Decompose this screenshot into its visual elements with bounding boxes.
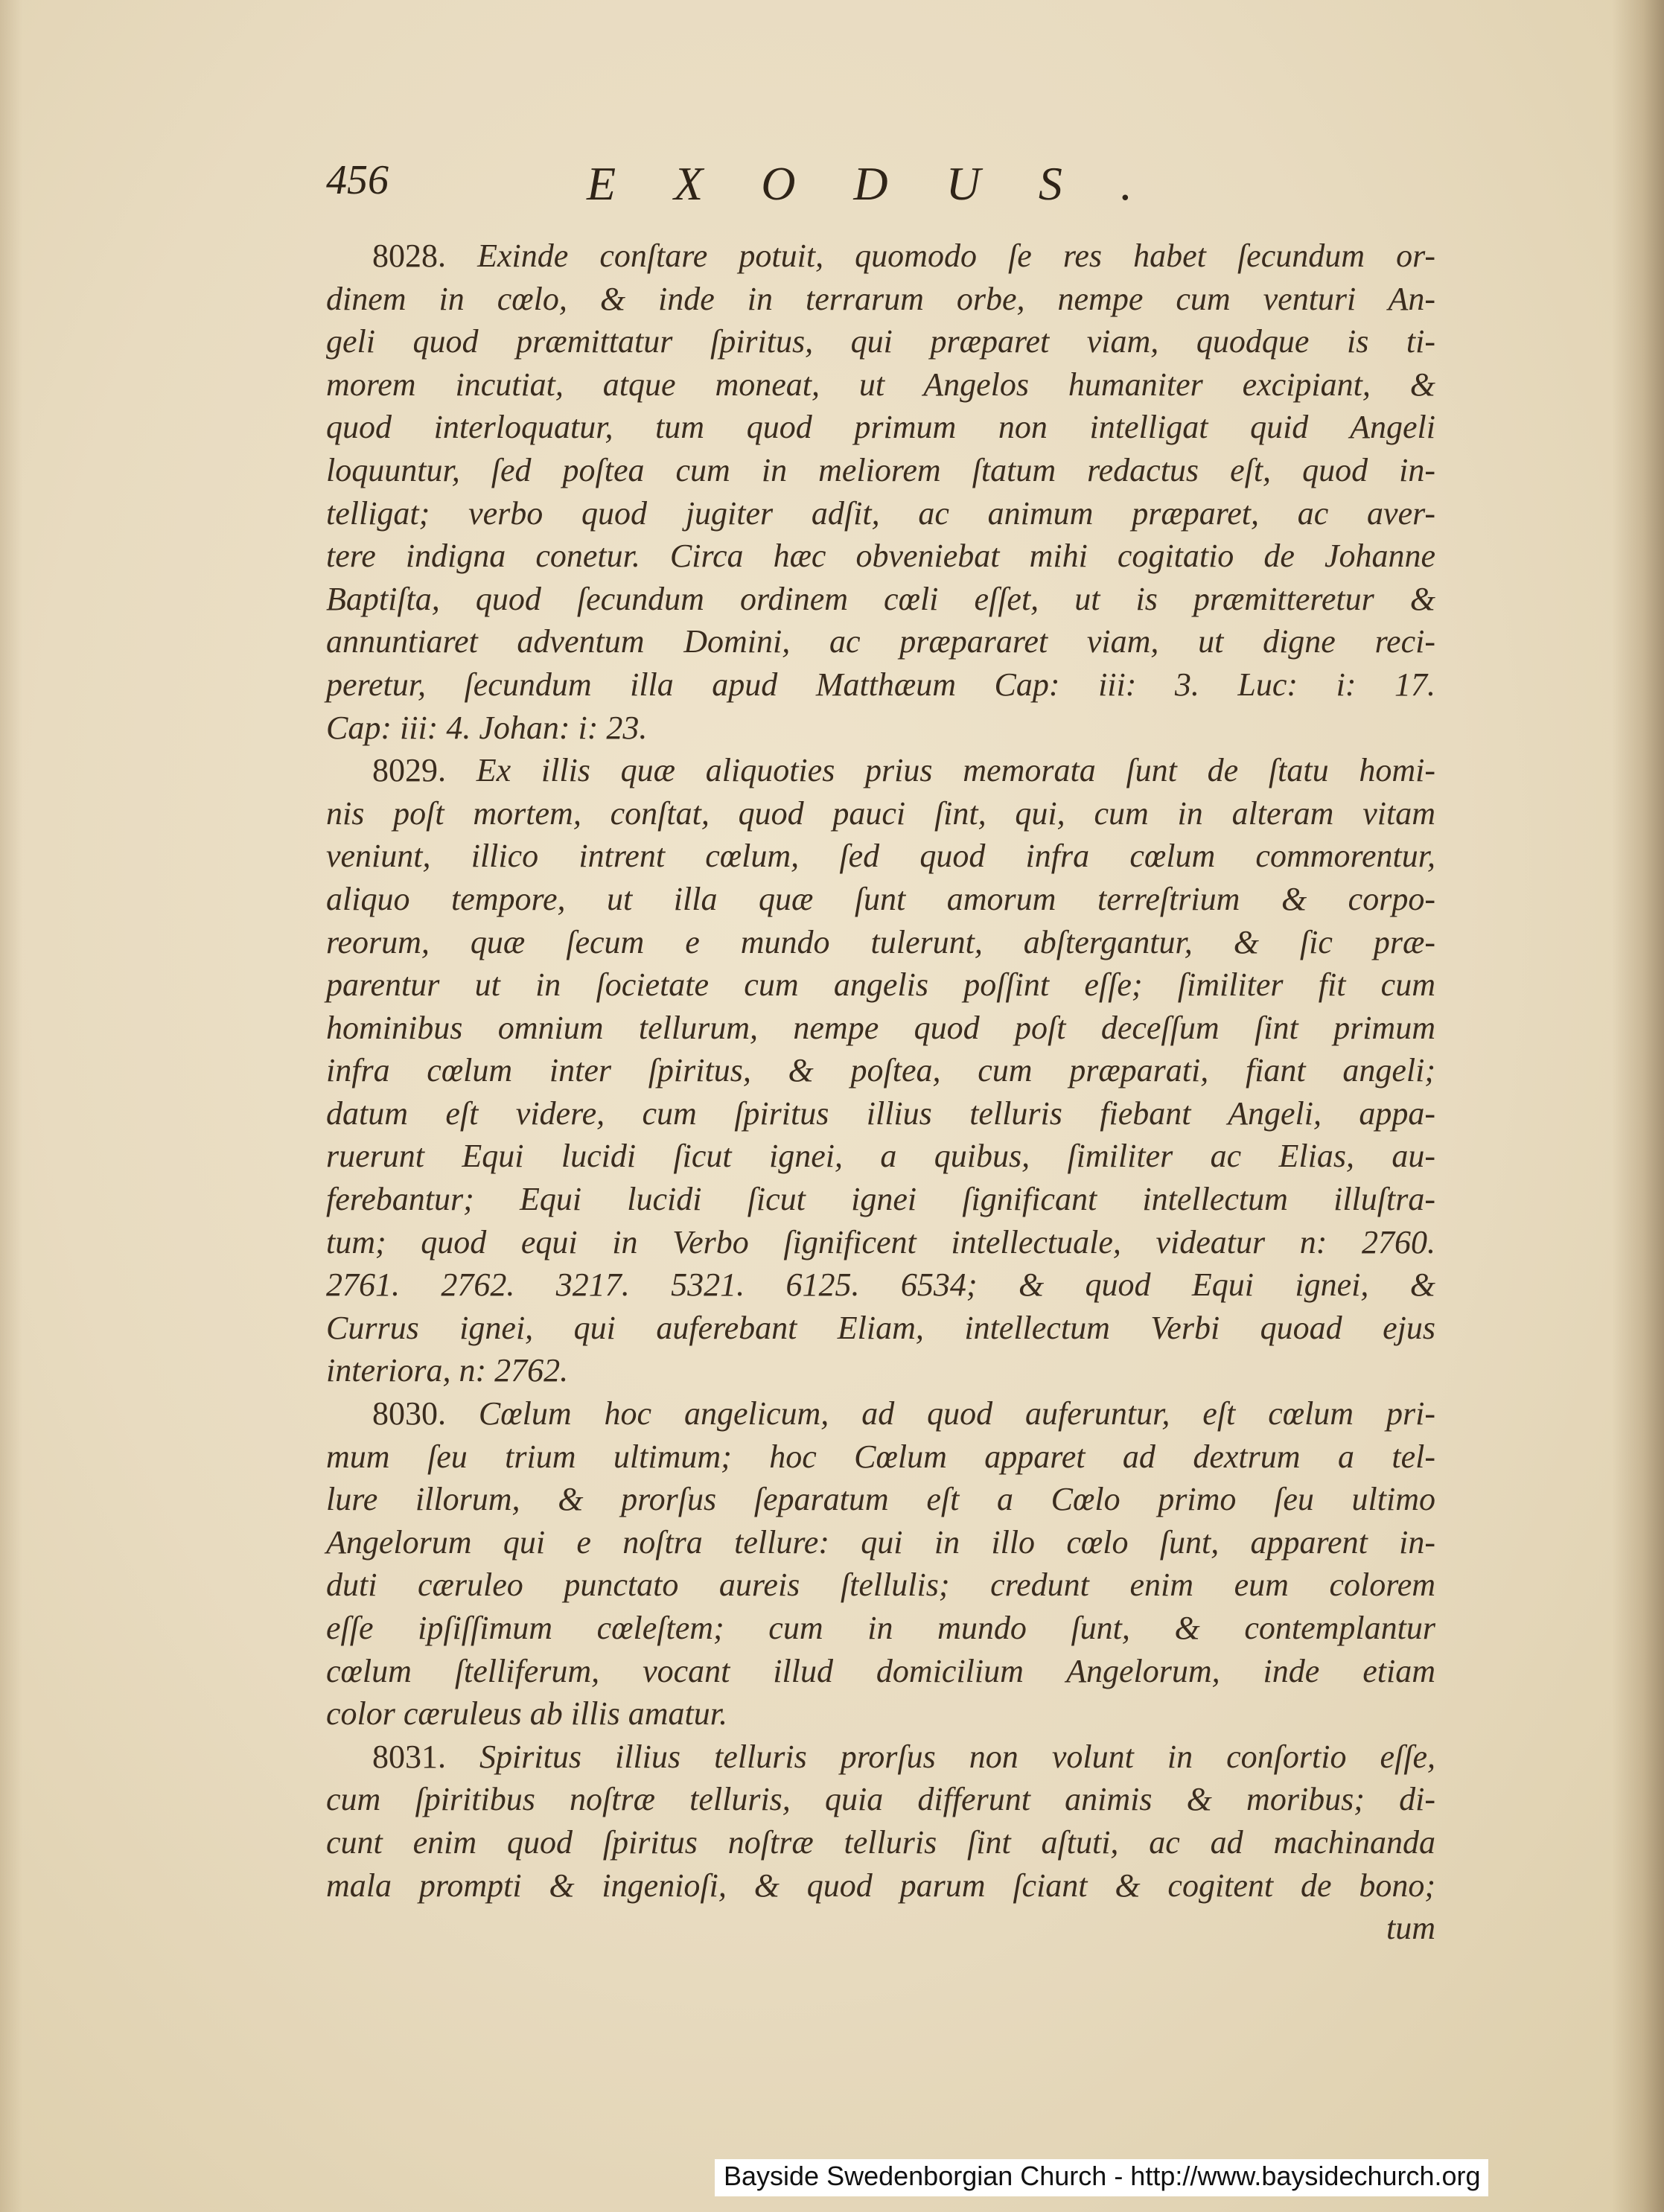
- text-line: [326, 663, 1435, 707]
- line-text: aliquo tempore, ut illa quæ ſunt amorum terreſtrium & corpo-: [326, 880, 1435, 917]
- line-text: infra cœlum inter ſpiritus, & poſtea, cum præparati, fiant angeli;: [326, 1052, 1435, 1089]
- text-line: [326, 1349, 1435, 1392]
- text-line: [326, 449, 1435, 492]
- paragraph-first-line: [326, 1736, 1435, 1779]
- line-text: Cœlum hoc angelicum, ad quod auferuntur, eſt cœlum pri-: [446, 1395, 1435, 1432]
- text-line: [326, 1435, 1435, 1479]
- text-line: [326, 363, 1435, 407]
- text-line: [326, 1650, 1435, 1693]
- text-line: [326, 1135, 1435, 1178]
- line-text: Currus ignei, qui auferebant Eliam, intellectum Verbi quoad ejus: [326, 1309, 1435, 1346]
- line-text: 2761. 2762. 3217. 5321. 6125. 6534; & quod Equi ignei, &: [326, 1266, 1435, 1304]
- text-line: [326, 1478, 1435, 1521]
- line-text: dinem in cœlo, & inde in terrarum orbe, nempe cum venturi An-: [326, 280, 1435, 317]
- text-line: [326, 921, 1435, 964]
- line-text: lure illorum, & prorſus ſeparatum eſt a Cœlo primo ſeu ultimo: [326, 1481, 1435, 1518]
- line-text: cœlum ſtelliferum, vocant illud domicilium Angelorum, inde etiam: [326, 1652, 1435, 1689]
- page-number: 456: [326, 157, 389, 203]
- paragraph-number: 8030.: [372, 1395, 446, 1432]
- text-line: [326, 1092, 1435, 1135]
- line-text: annuntiaret adventum Domini, ac præpararet viam, ut digne reci-: [326, 623, 1435, 660]
- text-line: [326, 707, 1435, 750]
- page-header: [326, 156, 1443, 216]
- line-text: morem incutiat, atque moneat, ut Angelos humaniter excipiant, &: [326, 366, 1435, 403]
- text-line: [326, 1049, 1435, 1092]
- text-line: [326, 320, 1435, 363]
- line-text: hominibus omnium tellurum, nempe quod poſt deceſſum ſint primum: [326, 1009, 1435, 1046]
- line-text: color cæruleus ab illis amatur.: [326, 1695, 728, 1733]
- running-title: EXODUS.: [587, 157, 1190, 210]
- line-text: duti cæruleo punctato aureis ſtellulis; credunt enim eum colorem: [326, 1566, 1435, 1604]
- body-text: [326, 235, 1435, 1950]
- page-gutter-shadow: [0, 0, 22, 2212]
- line-text: Exinde conſtare potuit, quomodo ſe res habet ſecundum or-: [446, 238, 1435, 274]
- line-text: tum: [1386, 1910, 1435, 1947]
- text-line: [326, 406, 1435, 449]
- line-text: Ex illis quæ aliquoties prius memorata ſunt de ſtatu homi-: [446, 752, 1435, 789]
- text-line: [326, 878, 1435, 921]
- line-text: mala prompti & ingenioſi, & quod parum ſciant & cogitent de bono;: [326, 1867, 1435, 1904]
- text-line: [326, 835, 1435, 878]
- line-text: eſſe ipſiſſimum cœleſtem; cum in mundo ſunt, & contemplantur: [326, 1610, 1435, 1646]
- text-line: [326, 792, 1435, 835]
- text-line: [326, 1564, 1435, 1607]
- text-line: [326, 492, 1435, 535]
- text-line: [326, 1521, 1435, 1564]
- text-line: [326, 1307, 1435, 1350]
- line-text: interiora, n: 2762.: [326, 1352, 569, 1389]
- line-text: Angelorum qui e noſtra tellure: qui in illo cœlo ſunt, apparent in-: [326, 1523, 1435, 1561]
- line-text: veniunt, illico intrent cœlum, ſed quod infra cœlum commorentur,: [326, 838, 1435, 875]
- line-text: tum; quod equi in Verbo ſignificent intellectuale, videatur n: 2760.: [326, 1223, 1435, 1260]
- text-line: [326, 578, 1435, 621]
- text-line: [326, 1821, 1435, 1864]
- paragraph-number: 8031.: [372, 1738, 446, 1775]
- line-text: cum ſpiritibus noſtræ telluris, quia differunt animis & moribus; di-: [326, 1781, 1435, 1818]
- line-text: Baptiſta, quod ſecundum ordinem cœli eſſet, ut is præmitteretur &: [326, 580, 1435, 617]
- text-line: [326, 1221, 1435, 1264]
- text-line: [326, 1263, 1435, 1307]
- text-line: [326, 278, 1435, 321]
- line-text: Spiritus illius telluris prorſus non volunt in conſortio eſſe,: [446, 1738, 1435, 1775]
- line-text: peretur, ſecundum illa apud Matthæum Cap: iii: 3. Luc: i: 17.: [326, 666, 1435, 703]
- line-text: Cap: iii: 4. Johan: i: 23.: [326, 709, 648, 746]
- text-line: [326, 1907, 1435, 1950]
- line-text: loquuntur, ſed poſtea cum in meliorem ſtatum redactus eſt, quod in-: [326, 451, 1435, 488]
- line-text: nis poſt mortem, conſtat, quod pauci ſint, qui, cum in alteram vitam: [326, 794, 1435, 832]
- line-text: ruerunt Equi lucidi ſicut ignei, a quibus, ſimiliter ac Elias, au-: [326, 1138, 1435, 1175]
- line-text: geli quod præmittatur ſpiritus, qui præparet viam, quodque is ti-: [326, 323, 1435, 360]
- watermark-banner: Bayside Swedenborgian Church - http://www.baysidechurch.org: [715, 2159, 1488, 2196]
- text-line: [326, 963, 1435, 1007]
- line-text: reorum, quæ ſecum e mundo tulerunt, abſtergantur, & ſic præ-: [326, 923, 1435, 960]
- line-text: parentur ut in ſocietate cum angelis poſſint eſſe; ſimiliter fit cum: [326, 966, 1435, 1004]
- text-line: [326, 1778, 1435, 1821]
- paragraph-number: 8028.: [372, 238, 446, 274]
- paragraph-first-line: [326, 1392, 1435, 1435]
- text-line: [326, 1178, 1435, 1221]
- text-line: [326, 1607, 1435, 1650]
- paragraph-first-line: [326, 749, 1435, 792]
- line-text: datum eſt videre, cum ſpiritus illius telluris fiebant Angeli, appa-: [326, 1094, 1435, 1132]
- text-line: [326, 620, 1435, 663]
- line-text: ferebantur; Equi lucidi ſicut ignei ſignificant intellectum illuſtra-: [326, 1181, 1435, 1218]
- text-line: [326, 1007, 1435, 1050]
- text-line: [326, 1692, 1435, 1736]
- paragraph-first-line: [326, 235, 1435, 278]
- line-text: quod interloquatur, tum quod primum non intelligat quid Angeli: [326, 409, 1435, 446]
- line-text: mum ſeu trium ultimum; hoc Cœlum apparet ad dextrum a tel-: [326, 1438, 1435, 1475]
- paragraph-number: 8029.: [372, 752, 446, 789]
- text-line: [326, 535, 1435, 578]
- line-text: cunt enim quod ſpiritus noſtræ telluris ſint aſtuti, ac ad machinanda: [326, 1823, 1435, 1861]
- line-text: tere indigna conetur. Circa hæc obveniebat mihi cogitatio de Johanne: [326, 538, 1435, 575]
- text-line: [326, 1864, 1435, 1907]
- page-edge-shadow: [1612, 0, 1664, 2212]
- line-text: telligat; verbo quod jugiter adſit, ac animum præparet, ac aver-: [326, 494, 1435, 532]
